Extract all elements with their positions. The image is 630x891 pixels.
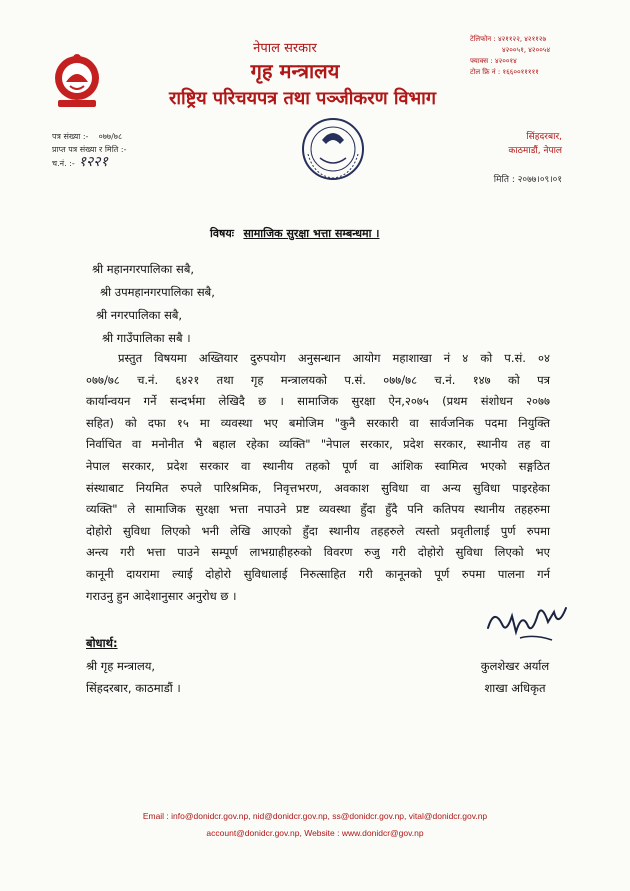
fax-label: फ्याक्स :: [470, 57, 493, 65]
department-name: राष्ट्रिय परिचयपत्र तथा पञ्जीकरण विभाग: [169, 88, 436, 109]
bodharth-label: बोधार्थ:: [86, 636, 118, 650]
nepal-emblem-icon: [52, 52, 102, 114]
cc-line-1: श्री गृह मन्त्रालय,: [86, 659, 156, 673]
patra-sankhya-label: पत्र संख्या :-: [52, 132, 89, 141]
body-line: कार्यान्वयन गर्ने सन्दर्भमा लेखिदै छ । सामाजिक सुरक्षा ऐन,२०७५ (प्रथम संशोधन २०७७: [86, 394, 550, 409]
body-line: ०७७/७८ च.नं. ६४२१ तथा गृह मन्त्रालयको प.सं. ०७७/७८ च.नं. १४७ को पत्र: [86, 372, 550, 387]
body-line: प्रस्तुत विषयमा अख्तियार दुरुपयोग अनुसन्धान आयोग महाशाखा नं ४ को प.सं. ०४: [118, 351, 550, 365]
body-line: व्यक्ति" ले सामाजिक सुरक्षा भत्ता नपाउने प्रष्ट व्यवस्था हुँदा हुँदै पनि कतिपय स्थानीय तहहरुमा: [86, 502, 550, 517]
signer-name: कुलशेखर अर्याल: [480, 659, 550, 673]
fax-value: ४२००१४: [494, 57, 517, 65]
body-line: दोहोरो सुविधा लिएको भनी लेखि आएको हुँदा स्थानीय तहहरुले त्यस्तो प्रवृतीलाई पुर्ण रुपमा: [86, 523, 550, 538]
recipient-item: श्री महानगरपालिका सबै,: [92, 262, 195, 276]
date-label: मिति :: [493, 175, 515, 185]
signatory: [450, 655, 580, 699]
phone-label: टेलिफोन :: [470, 35, 496, 43]
chalani-label: च.नं. :-: [52, 159, 75, 168]
signature-icon: [482, 594, 572, 650]
office-address: [508, 130, 562, 158]
address-line-1: सिंहदरबार,: [526, 132, 562, 142]
tollfree-value: १६६००१११११: [502, 68, 539, 76]
ministry-name: गृह मन्त्रालय: [250, 59, 340, 83]
recipient-item: श्री नगरपालिका सबै,: [96, 308, 183, 322]
subject-text: सामाजिक सुरक्षा भत्ता सम्बन्धमा ।: [243, 227, 380, 240]
body-line: निर्वाचित वा मनोनीत भै बहाल रहेका व्यक्ति" "नेपाल सरकार, प्रदेश सरकार, स्थानीय तह वा: [86, 437, 550, 452]
website-label: Website :: [304, 828, 340, 838]
government-name: नेपाल सरकार: [253, 41, 317, 56]
phone-value-2: ४२००५१, ४२००५४: [502, 46, 551, 54]
reference-block: [52, 130, 126, 170]
address-line-2: काठमाडौं, नेपाल: [508, 146, 562, 156]
cc-line-2: सिंहदरबार, काठमाडौं ।: [86, 681, 181, 695]
signer-title: शाखा अधिकृत: [484, 681, 546, 695]
recipient-item: श्री गाउँपालिका सबै ।: [102, 331, 191, 345]
patra-sankhya-value: ०७७/७८: [98, 132, 123, 141]
email-list-2[interactable]: account@donidcr.gov.np,: [206, 828, 302, 838]
website-link[interactable]: www.donidcr@gov.np: [341, 828, 424, 838]
department-seal-icon: [300, 114, 366, 184]
prapta-patra-label: प्राप्त पत्र संख्या र मिति :-: [52, 145, 127, 154]
subject-label: विषयः: [210, 227, 234, 240]
letterhead: [150, 38, 480, 110]
body-line: संस्थाबाट नियमित रुपले पारिश्रमिक, निवृत्तभरण, अवकाश सुविधा वा अन्य सुविधा पाइरहेका: [86, 480, 550, 495]
recipient-item: श्री उपमहानगरपालिका सबै,: [100, 285, 215, 299]
letter-body: [86, 348, 550, 607]
tollfree-label: टोल फ्रि नं :: [470, 68, 501, 76]
body-line: गराउनु हुन आदेशानुसार अनुरोध छ ।: [86, 588, 237, 603]
body-line: सहित) को दफा १५ मा व्यवस्था भए बमोजिम "कुनै सरकारी वा सार्वजनिक पदमा नियुक्ति: [86, 415, 550, 430]
phone-value-1: ४२११२२, ४२११२७: [498, 35, 547, 43]
cc-block: [86, 655, 181, 699]
letter-date: [494, 172, 562, 185]
chalani-value: १२२१: [78, 154, 108, 170]
date-value: २०७७।०९।०१: [517, 175, 562, 185]
email-label: Email :: [142, 811, 169, 821]
letter-footer: [0, 808, 630, 842]
subject-line: [210, 226, 379, 241]
body-line: अन्त्य गरी भत्ता पाउने सम्पूर्ण लाभग्राहीहरुको विवरण रुजु गरी दोहोरो सुविधा लिएको भए: [86, 545, 550, 560]
recipient-list: [92, 258, 215, 350]
body-line: कानूनी दायरामा ल्याई दोहोरो सुविधालाई निरुत्साहित गरी कानूनको पूर्ण रुपमा पालना गर्न: [86, 566, 550, 581]
body-line: नेपाल सरकार, प्रदेश सरकार वा स्थानीय तहको पूर्ण वा आंशिक स्वामित्व भएको सङ्गठित: [86, 458, 550, 473]
email-list-1[interactable]: info@donidcr.gov.np, nid@donidcr.gov.np, ss@donidcr.gov.np, vital@donidcr.gov.np: [171, 811, 488, 821]
contact-info: [470, 34, 620, 78]
